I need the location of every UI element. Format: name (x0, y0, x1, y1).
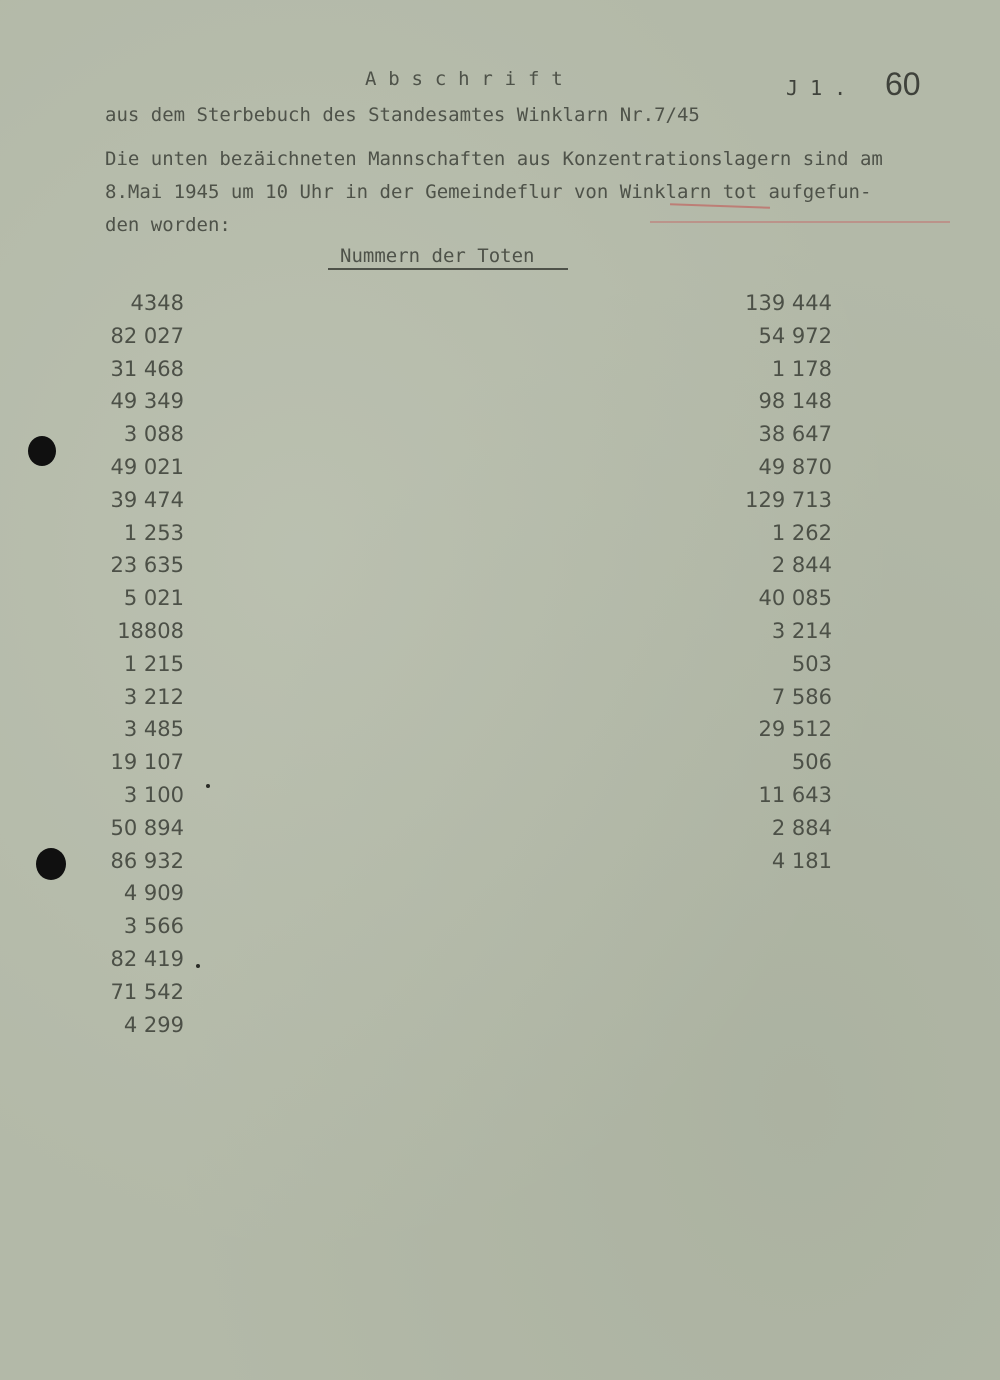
death-number: 49 021 (110, 454, 184, 479)
death-number: 11 643 (758, 782, 832, 807)
death-number: 50 894 (110, 815, 184, 840)
death-number: 1 262 (771, 520, 832, 545)
death-number: 86 932 (110, 848, 184, 873)
death-number: 4 909 (123, 881, 184, 906)
ink-dot (206, 784, 210, 788)
list-heading: Nummern der Toten (340, 245, 535, 267)
body-line-1: Die unten bezäichneten Mannschaften aus Konzentrationslagern sind am (105, 148, 883, 170)
death-number: 139 444 (745, 291, 832, 315)
death-number: 31 468 (110, 356, 184, 381)
death-number: 19 107 (110, 750, 184, 775)
red-underline-mark (650, 221, 950, 223)
red-underline-mark (670, 203, 770, 208)
death-number: 3 566 (123, 914, 184, 939)
death-number: 98 148 (758, 389, 832, 414)
death-number: 3 100 (123, 782, 184, 807)
death-number: 129 713 (745, 487, 832, 512)
death-number: 3 214 (771, 618, 832, 643)
death-number: 4 181 (771, 848, 832, 873)
heading-underline (328, 268, 568, 270)
death-number: 40 085 (758, 586, 832, 611)
death-number: 49 870 (758, 454, 832, 479)
death-number: 1 253 (123, 520, 184, 545)
right-number-column (740, 287, 832, 877)
stamp-mark: J 1 . (786, 76, 847, 100)
death-number: 4348 (130, 291, 184, 315)
source-line: aus dem Sterbebuch des Standesamtes Winklarn Nr.7/45 (105, 104, 700, 126)
death-number: 1 215 (123, 651, 184, 676)
death-number: 54 972 (758, 323, 832, 348)
death-number: 29 512 (758, 717, 832, 742)
death-number: 2 884 (771, 815, 832, 840)
document-title: A b s c h r i f t (365, 68, 563, 90)
death-number: 39 474 (110, 487, 184, 512)
left-number-column (104, 287, 184, 1041)
punch-hole (36, 848, 66, 880)
death-number: 3 485 (123, 717, 184, 742)
death-number: 71 542 (110, 979, 184, 1004)
death-number: 18808 (117, 618, 184, 643)
punch-hole (28, 436, 56, 466)
death-number: 23 635 (110, 553, 184, 578)
death-number: 3 088 (123, 422, 184, 447)
ink-dot (196, 964, 200, 968)
death-number: 503 (791, 651, 832, 676)
death-number: 82 027 (110, 323, 184, 348)
death-number: 49 349 (110, 389, 184, 414)
death-number: 506 (791, 750, 832, 775)
death-number: 4 299 (123, 1012, 184, 1037)
death-number: 82 419 (110, 946, 184, 971)
death-number: 38 647 (758, 422, 832, 447)
body-line-2: 8.Mai 1945 um 10 Uhr in der Gemeindeflur von Winklarn tot aufgefun- (105, 181, 872, 203)
body-line-3: den worden: (105, 214, 231, 236)
page-number: 60 (885, 66, 921, 102)
death-number: 1 178 (771, 356, 832, 381)
death-number: 3 212 (123, 684, 184, 709)
death-number: 2 844 (771, 553, 832, 578)
death-number: 5 021 (123, 586, 184, 611)
death-number: 7 586 (771, 684, 832, 709)
